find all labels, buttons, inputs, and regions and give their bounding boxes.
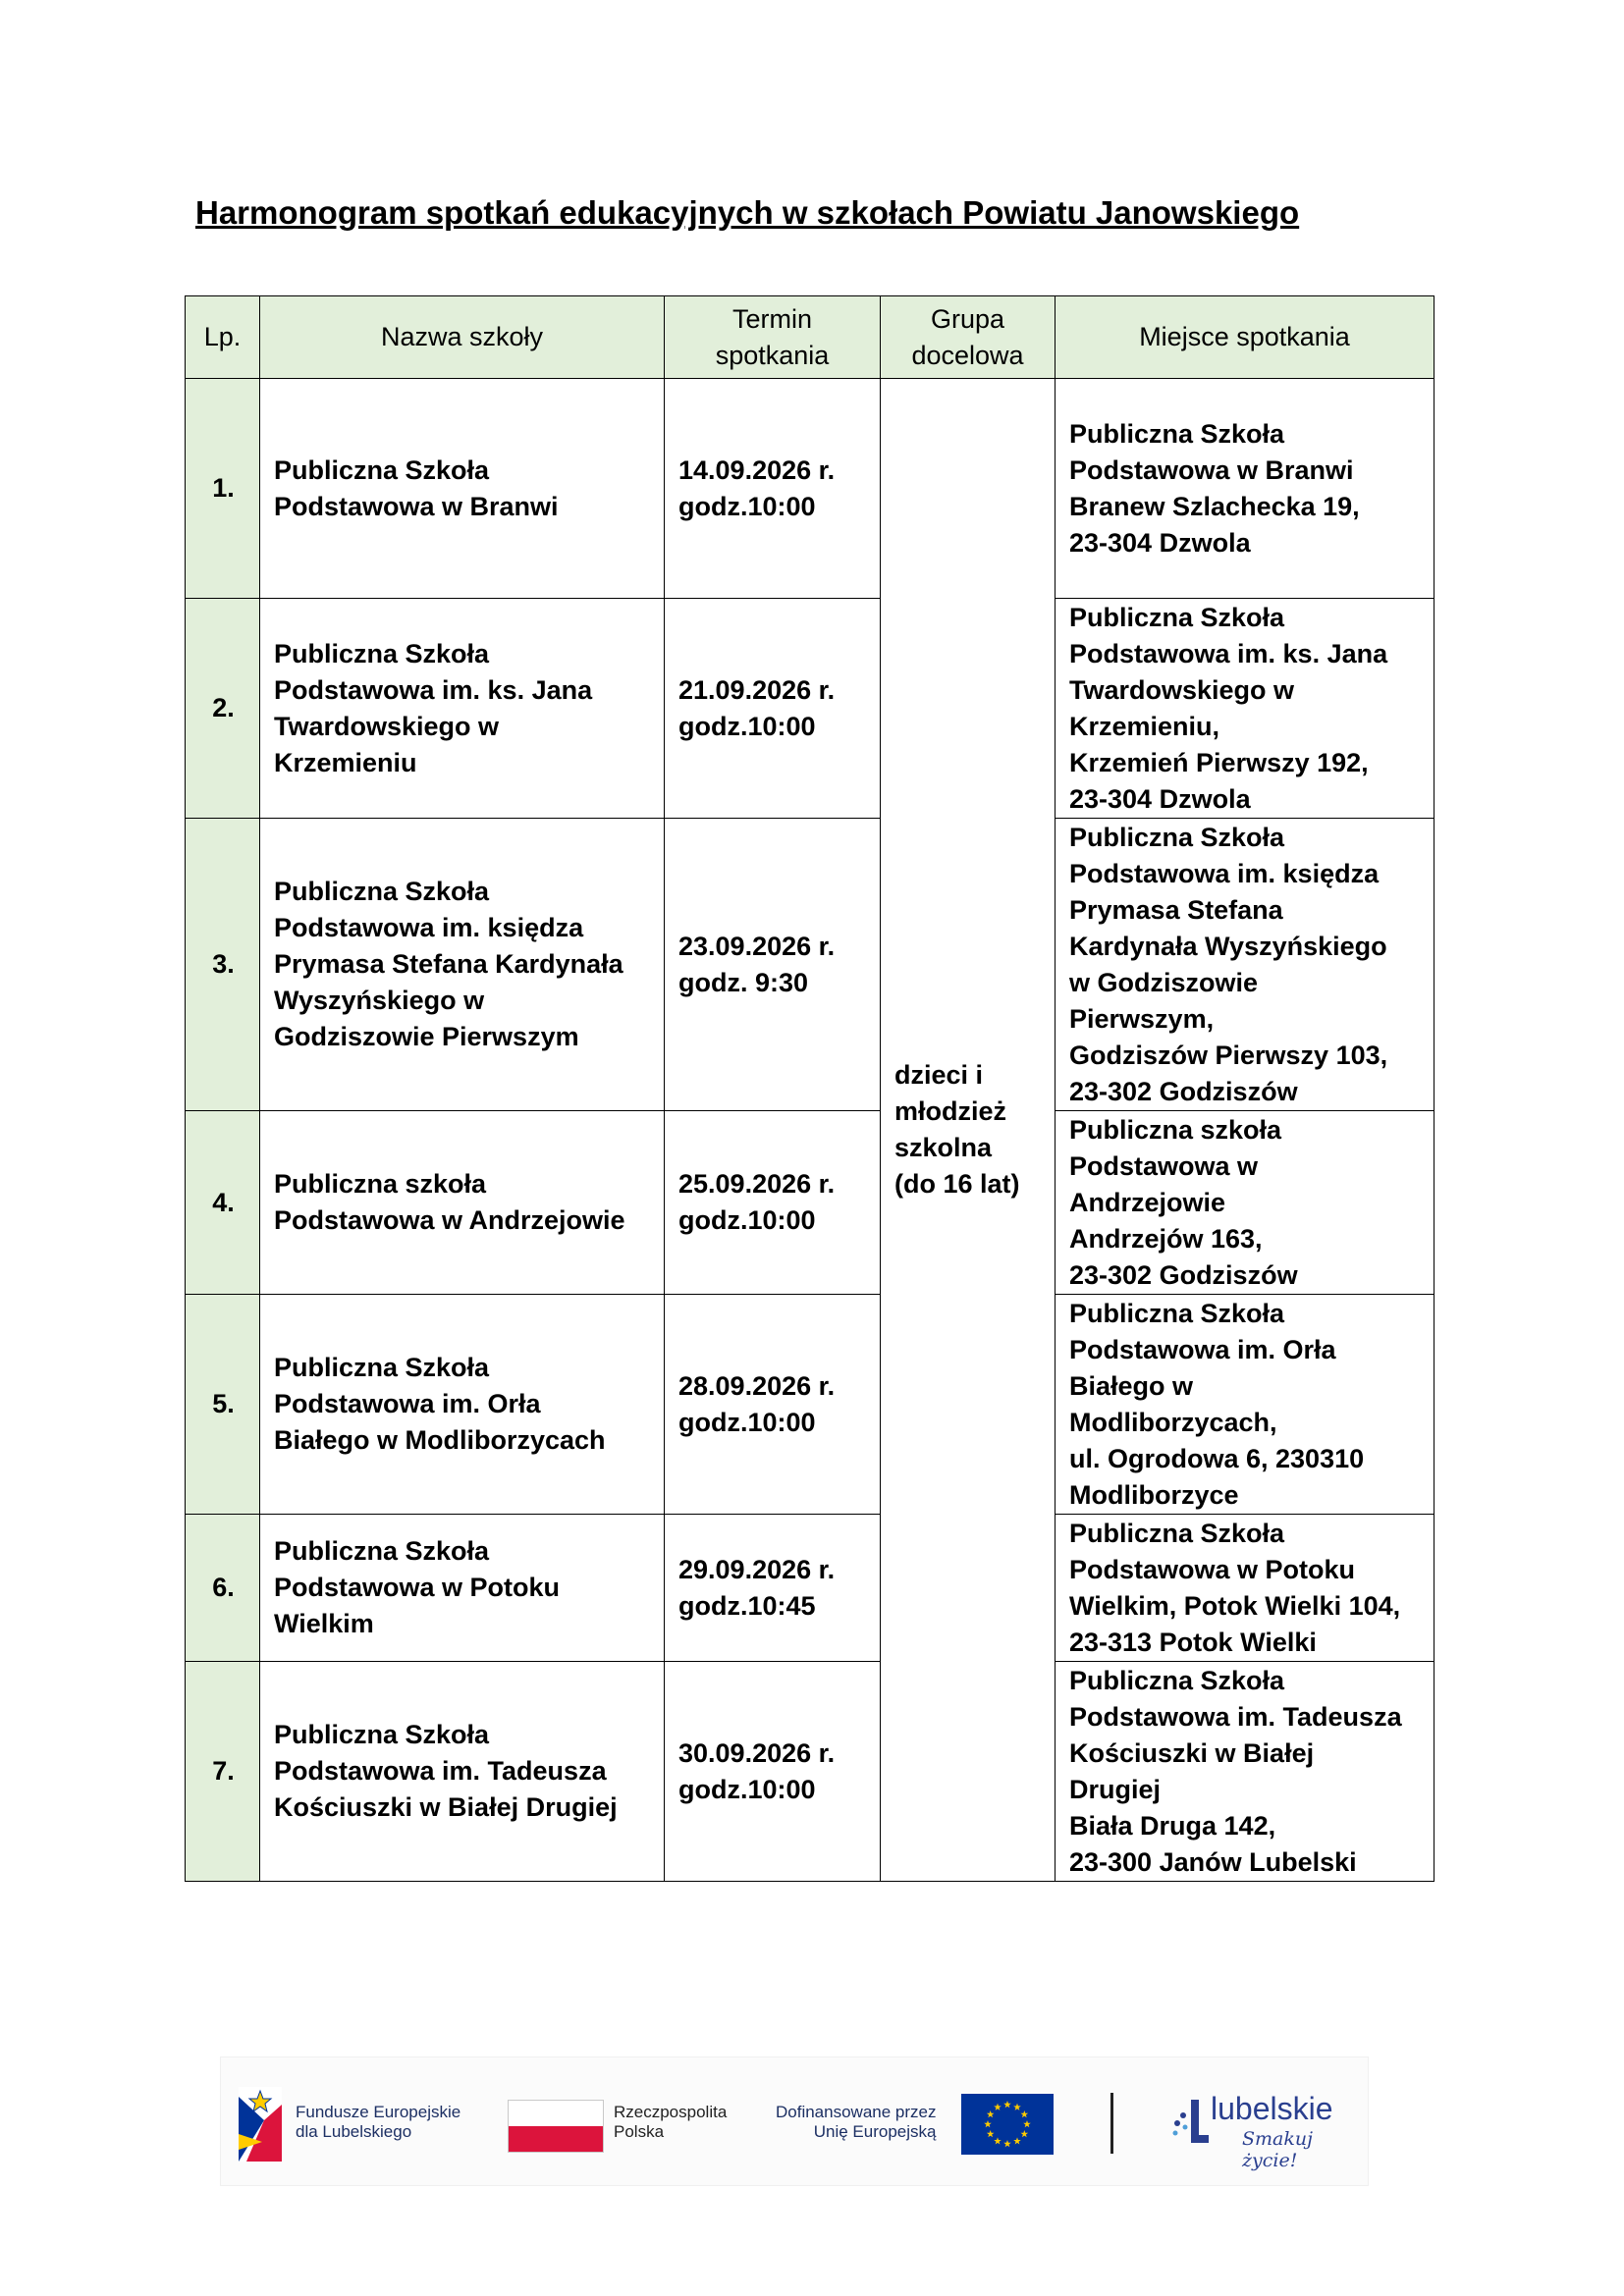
row-number: 7. [186, 1662, 260, 1882]
cell-text-line: w Godziszowie [1069, 967, 1259, 997]
meeting-place-cell [1056, 599, 1435, 819]
cell-text-line: Kardynała Wyszyńskiego [1069, 931, 1387, 961]
cell-text-line: Publiczna Szkoła [1069, 1298, 1285, 1328]
european-funds-subtitle: dla Lubelskiego [296, 2122, 412, 2141]
cell-text-line: Prymasa Stefana Kardynała [274, 949, 623, 979]
date-cell [665, 1515, 881, 1662]
cell-text-line: godz.10:00 [678, 1407, 816, 1437]
cell-text-line: Kościuszki w Białej [1069, 1737, 1315, 1768]
column-header-meeting-place [1056, 296, 1435, 379]
cell-text-line: godz.10:00 [678, 711, 816, 741]
cell-text-line: Drugiej [1069, 1774, 1162, 1804]
cell-text-line: Biała Druga 142, [1069, 1810, 1276, 1841]
lubelskie-slogan: Smakuj życie! [1242, 2128, 1314, 2171]
cell-text-line: Podstawowa im. Tadeusza [274, 1756, 607, 1786]
eu-cofinanced-line2: Unię Europejską [813, 2122, 937, 2141]
cell-text-line: spotkania [715, 340, 830, 370]
row-number: 2. [186, 599, 260, 819]
cell-text-line: Publiczna Szkoła [274, 1536, 490, 1566]
eu-flag-icon [961, 2094, 1054, 2155]
document-title: Harmonogram spotkań edukacyjnych w szkołach Powiatu Janowskiego [195, 194, 1300, 231]
cell-text-line: godz.10:00 [678, 491, 816, 521]
cell-text-line: Grupa [930, 303, 1005, 334]
school-name-cell [260, 1662, 665, 1882]
table-row [186, 1515, 1435, 1662]
cell-text-line: Twardowskiego w [274, 711, 500, 741]
cell-text-line: docelowa [911, 340, 1024, 370]
cell-text-line: Modliborzycach, [1069, 1407, 1277, 1437]
cell-text-line: dzieci i [894, 1060, 984, 1090]
meeting-place-cell [1056, 1295, 1435, 1515]
cell-text-line: Publiczna Szkoła [274, 638, 490, 668]
cell-text-line: Wielkim, Potok Wielki 104, [1069, 1590, 1401, 1621]
school-name-cell [260, 599, 665, 819]
cell-text-line: Publiczna szkoła [1069, 1114, 1282, 1145]
cell-text-line: Prymasa Stefana [1069, 894, 1283, 925]
cell-text-line: 23-313 Potok Wielki [1069, 1627, 1317, 1657]
cell-text-line: Podstawowa im. Orła [1069, 1334, 1336, 1364]
meeting-place-cell [1056, 379, 1435, 599]
table-row [186, 599, 1435, 819]
cell-text-line: godz.10:45 [678, 1590, 816, 1621]
cell-text-line: Podstawowa im. Orła [274, 1389, 541, 1418]
cell-text-line: Wyszyńskiego w [274, 986, 485, 1015]
school-name-cell [260, 1111, 665, 1295]
cell-text-line: godz.10:00 [678, 1774, 816, 1804]
column-header-lp [186, 296, 260, 379]
column-header-date [665, 296, 881, 379]
row-number: 4. [186, 1111, 260, 1295]
cell-text-line: Publiczna szkoła [274, 1169, 487, 1199]
poland-flag-icon [508, 2100, 604, 2153]
cell-text-line: szkolna [894, 1133, 993, 1162]
meeting-place-cell [1056, 1662, 1435, 1882]
table-row [186, 1662, 1435, 1882]
cell-text-line: Białego w [1069, 1370, 1194, 1401]
cell-text-line: Godziszów Pierwszy 103, [1069, 1040, 1388, 1070]
school-name-cell [260, 1295, 665, 1515]
cell-text-line: 28.09.2026 r. [678, 1370, 836, 1401]
cell-text-line: Krzemień Pierwszy 192, [1069, 747, 1369, 777]
cell-text-line: 14.09.2026 r. [678, 454, 836, 485]
cell-text-line: Modliborzyce [1069, 1479, 1239, 1510]
cell-text-line: Publiczna Szkoła [1069, 1518, 1285, 1548]
logo-divider [1110, 2093, 1113, 2154]
date-cell [665, 1662, 881, 1882]
table-header-row [186, 296, 1435, 379]
poland-text [614, 2103, 727, 2142]
poland-subtitle: Polska [614, 2122, 665, 2141]
cell-text-line: Publiczna Szkoła [274, 454, 490, 485]
cell-text-line: Nazwa szkoły [380, 322, 544, 351]
school-name-cell [260, 819, 665, 1111]
cell-text-line: Wielkim [274, 1609, 374, 1638]
cell-text-line: Publiczna Szkoła [1069, 1665, 1285, 1695]
cell-text-line: Podstawowa w Potoku [1069, 1554, 1356, 1584]
cell-text-line: Podstawowa im. ks. Jana [1069, 638, 1388, 668]
schedule-table [185, 295, 1435, 1882]
european-funds-logo-icon [239, 2087, 282, 2162]
eu-cofinanced-text [776, 2103, 936, 2142]
meeting-place-cell [1056, 1515, 1435, 1662]
column-header-school-name [260, 296, 665, 379]
date-cell [665, 1111, 881, 1295]
cell-text-line: ul. Ogrodowa 6, 230310 [1069, 1443, 1365, 1473]
cell-text-line: 23-304 Dzwola [1069, 527, 1251, 558]
cell-text-line: 23.09.2026 r. [678, 931, 836, 961]
cell-text-line: 23-302 Godziszów [1069, 1259, 1298, 1290]
cell-text-line: Podstawowa w Andrzejowie [274, 1205, 625, 1235]
row-number: 6. [186, 1515, 260, 1662]
cell-text-line: Podstawowa im. księdza [1069, 858, 1380, 888]
cell-text-line: Białego w Modliborzycach [274, 1425, 606, 1455]
cell-text-line: Termin [731, 303, 812, 334]
cell-text-line: Podstawowa im. księdza [274, 913, 584, 942]
table-row [186, 1295, 1435, 1515]
cell-text-line: Twardowskiego w [1069, 674, 1295, 705]
cell-text-line: Publiczna Szkoła [274, 877, 490, 906]
table-row [186, 379, 1435, 599]
cell-text-line: Publiczna Szkoła [1069, 822, 1285, 852]
cell-text-line: Podstawowa w [1069, 1150, 1259, 1181]
cell-text-line: 23-302 Godziszów [1069, 1076, 1298, 1106]
row-number: 5. [186, 1295, 260, 1515]
eu-cofinanced-line1: Dofinansowane przez [776, 2103, 937, 2121]
cell-text-line: Branew Szlachecka 19, [1069, 491, 1360, 521]
cell-text-line: Lp. [203, 322, 242, 351]
funding-logos-bar [220, 2056, 1369, 2186]
cell-text-line: 29.09.2026 r. [678, 1554, 836, 1584]
cell-text-line: godz. 9:30 [678, 967, 809, 997]
cell-text-line: Godziszowie Pierwszym [274, 1022, 579, 1051]
table-row [186, 1111, 1435, 1295]
cell-text-line: Podstawowa im. Tadeusza [1069, 1701, 1402, 1732]
cell-text-line: Publiczna Szkoła [1069, 602, 1285, 632]
cell-text-line: Podstawowa im. ks. Jana [274, 674, 593, 705]
cell-text-line: Miejsce spotkania [1139, 322, 1350, 351]
cell-text-line: Publiczna Szkoła [1069, 418, 1285, 449]
cell-text-line: 23-304 Dzwola [1069, 783, 1251, 814]
cell-text-line: 21.09.2026 r. [678, 674, 836, 705]
cell-text-line: Publiczna Szkoła [274, 1720, 490, 1749]
target-group-cell [881, 379, 1056, 1882]
table-row [186, 819, 1435, 1111]
cell-text-line: Andrzejów 163, [1069, 1223, 1263, 1254]
cell-text-line: Krzemieniu, [1069, 711, 1220, 741]
cell-text-line: Podstawowa w Potoku [274, 1573, 561, 1602]
cell-text-line: Andrzejowie [1069, 1187, 1226, 1217]
meeting-place-cell [1056, 1111, 1435, 1295]
european-funds-text [296, 2103, 460, 2142]
cell-text-line: 23-300 Janów Lubelski [1069, 1846, 1357, 1877]
row-number: 1. [186, 379, 260, 599]
cell-text-line: Kościuszki w Białej Drugiej [274, 1792, 618, 1822]
row-number: 3. [186, 819, 260, 1111]
cell-text-line: (do 16 lat) [894, 1169, 1020, 1199]
cell-text-line: 30.09.2026 r. [678, 1737, 836, 1768]
lubelskie-name: lubelskie [1211, 2091, 1333, 2126]
cell-text-line: Krzemieniu [274, 747, 417, 777]
lubelskie-logo-icon [1171, 2094, 1211, 2149]
date-cell [665, 819, 881, 1111]
cell-text-line: Podstawowa w Branwi [1069, 454, 1354, 485]
poland-name: Rzeczpospolita [614, 2103, 728, 2121]
column-header-target-group [881, 296, 1056, 379]
school-name-cell [260, 379, 665, 599]
date-cell [665, 599, 881, 819]
cell-text-line: godz.10:00 [678, 1205, 816, 1235]
date-cell [665, 379, 881, 599]
cell-text-line: Publiczna Szkoła [274, 1353, 490, 1382]
date-cell [665, 1295, 881, 1515]
cell-text-line: młodzież [894, 1096, 1007, 1126]
cell-text-line: 25.09.2026 r. [678, 1169, 836, 1199]
cell-text-line: Podstawowa w Branwi [274, 491, 559, 521]
european-funds-name: Fundusze Europejskie [296, 2103, 461, 2121]
meeting-place-cell [1056, 819, 1435, 1111]
school-name-cell [260, 1515, 665, 1662]
cell-text-line: Pierwszym, [1069, 1003, 1215, 1034]
